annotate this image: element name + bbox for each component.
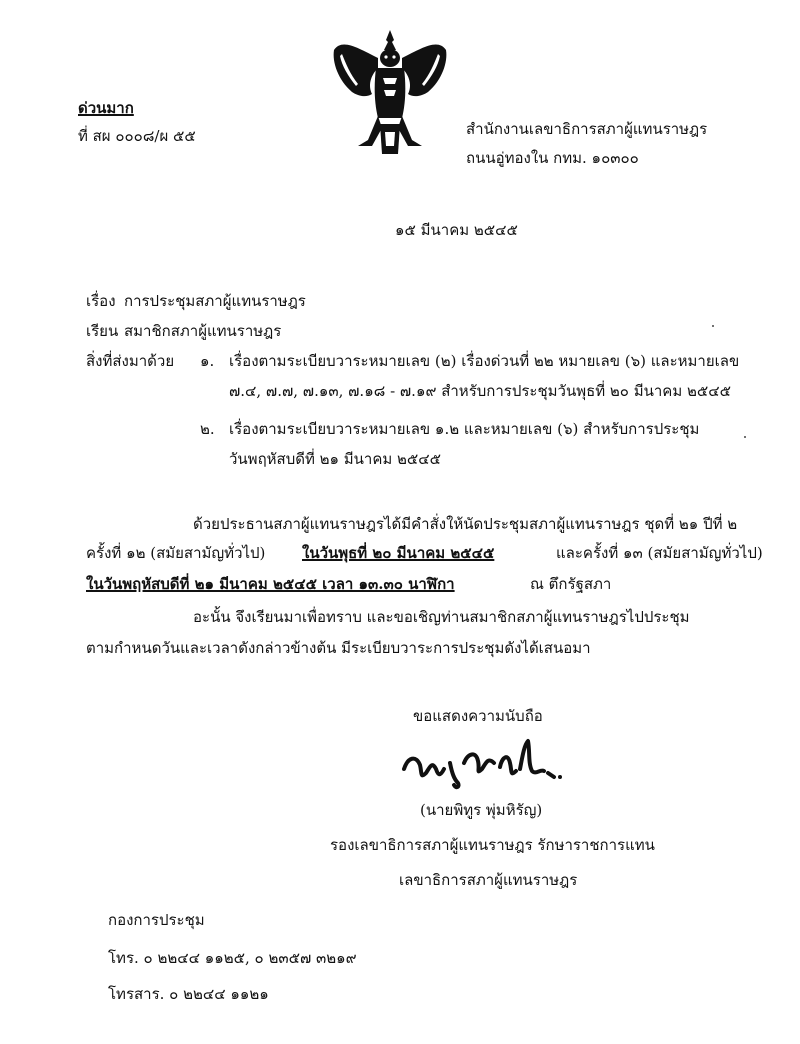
fax-number: โทรสาร. ๐ ๒๒๔๔ ๑๑๒๑ — [108, 985, 269, 1003]
garuda-emblem-icon — [328, 28, 452, 158]
reference-number: ที่ สผ ๐๐๐๘/ผ ๕๕ — [78, 127, 196, 145]
enclosure-number: ๒. — [200, 420, 215, 438]
body-text: อะนั้น จึงเรียนมาเพื่อทราบ และขอเชิญท่านสมาชิกสภาผู้แทนราษฎรไปประชุม — [193, 608, 690, 626]
letter-date: ๑๕ มีนาคม ๒๕๔๕ — [395, 221, 518, 239]
enclosures-label: สิ่งที่ส่งมาด้วย — [86, 352, 175, 370]
body-text: ตามกำหนดวันและเวลาดังกล่าวข้างต้น มีระเบียบวาระการประชุมดังได้เสนอมา — [86, 639, 591, 657]
body-text: ครั้งที่ ๑๒ (สมัยสามัญทั่วไป) — [86, 544, 266, 562]
enclosure-text: เรื่องตามระเบียบวาระหมายเลข (๒) เรื่องด่วนที่ ๒๒ หมายเลข (๖) และหมายเลข — [229, 352, 740, 370]
signer-position: รองเลขาธิการสภาผู้แทนราษฎร รักษาราชการแทน — [330, 836, 655, 854]
subject-label: เรื่อง — [86, 292, 116, 310]
enclosure-text: ๗.๔, ๗.๗, ๗.๑๓, ๗.๑๘ - ๗.๑๙ สำหรับการประชุมวันพุธที่ ๒๐ มีนาคม ๒๕๔๕ — [229, 382, 731, 400]
office-name: สำนักงานเลขาธิการสภาผู้แทนราษฎร — [466, 120, 708, 138]
phone-number: โทร. ๐ ๒๒๔๔ ๑๑๒๕, ๐ ๒๓๕๗ ๓๒๑๙ — [108, 949, 357, 967]
department-name: กองการประชุม — [108, 911, 205, 929]
meeting-date-emphasis: ในวันพฤหัสบดีที่ ๒๑ มีนาคม ๒๕๔๕ เวลา ๑๓.๓๐ นาฬิกา — [86, 575, 455, 593]
urgency-label: ด่วนมาก — [78, 99, 134, 117]
closing-regards: ขอแสดงความนับถือ — [413, 707, 543, 725]
body-text: ด้วยประธานสภาผู้แทนราษฎรได้มีคำสั่งให้นัดประชุมสภาผู้แทนราษฎร ชุดที่ ๒๑ ปีที่ ๒ — [193, 515, 738, 533]
subject-text: การประชุมสภาผู้แทนราษฎร — [124, 292, 306, 310]
body-text: ณ ตึกรัฐสภา — [530, 575, 612, 593]
scan-speck — [712, 325, 714, 327]
salutation-text: สมาชิกสภาผู้แทนราษฎร — [124, 322, 282, 340]
office-address: ถนนอู่ทองใน กทม. ๑๐๓๐๐ — [466, 149, 639, 167]
enclosure-text: เรื่องตามระเบียบวาระหมายเลข ๑.๒ และหมายเลข (๖) สำหรับการประชุม — [229, 420, 700, 438]
enclosure-text: วันพฤหัสบดีที่ ๒๑ มีนาคม ๒๕๔๕ — [229, 450, 441, 468]
signature-icon — [398, 733, 568, 791]
salutation-label: เรียน — [86, 322, 119, 340]
signer-name: (นายพิทูร พุ่มหิรัญ) — [420, 801, 543, 819]
meeting-date-emphasis: ในวันพุธที่ ๒๐ มีนาคม ๒๕๔๕ — [302, 544, 495, 562]
signer-position: เลขาธิการสภาผู้แทนราษฎร — [399, 871, 578, 889]
body-text: และครั้งที่ ๑๓ (สมัยสามัญทั่วไป) — [556, 544, 763, 562]
scan-speck — [744, 436, 746, 438]
enclosure-number: ๑. — [200, 352, 215, 370]
